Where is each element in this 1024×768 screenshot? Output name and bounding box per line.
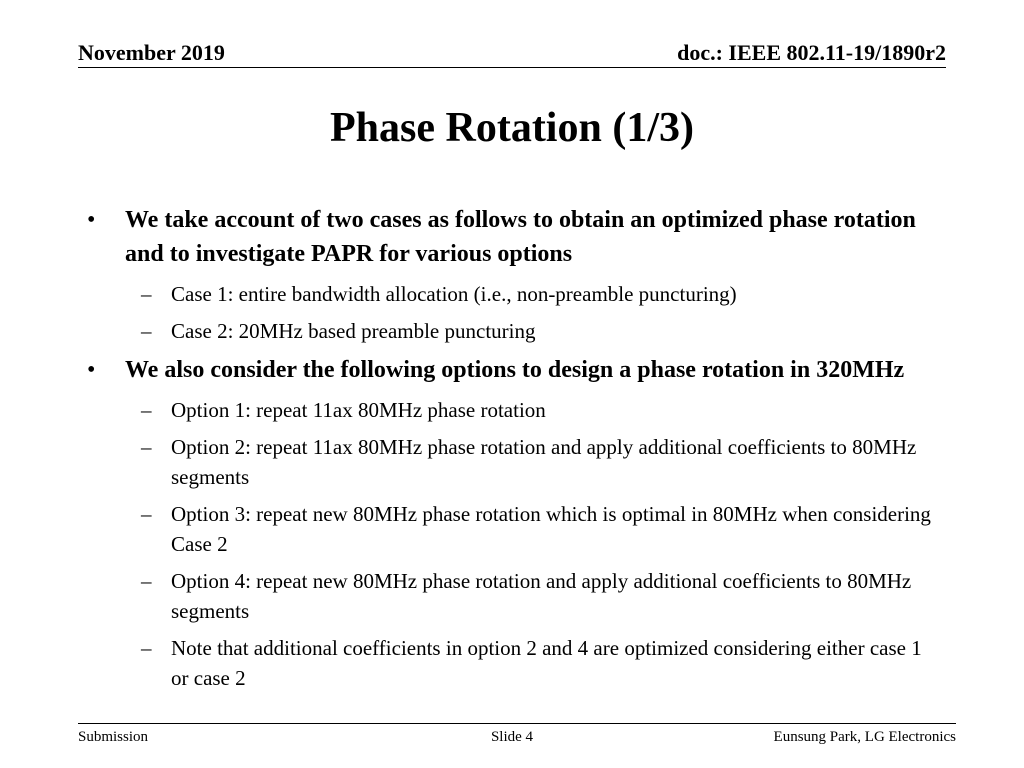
sub-bullet-2-1	[78, 395, 938, 425]
sub-bullet-2-2	[78, 432, 938, 492]
dash-icon: –	[141, 282, 152, 306]
sub-bullet-2-5	[78, 633, 938, 693]
sub-bullet-1-2	[78, 316, 938, 346]
dash-icon: –	[141, 502, 152, 526]
footer-divider	[78, 723, 956, 724]
bullet-dot-icon: •	[87, 207, 96, 233]
sub-bullet-2-4	[78, 566, 938, 626]
sub-bullet-text: Option 3: repeat new 80MHz phase rotation which is optimal in 80MHz when considering Case 2	[171, 502, 931, 556]
sub-bullet-text: Note that additional coefficients in option 2 and 4 are optimized considering either case 1 or case 2	[171, 636, 922, 690]
sub-bullet-text: Option 2: repeat 11ax 80MHz phase rotation and apply additional coefficients to 80MHz segments	[171, 435, 917, 489]
bullet-1-text: We take account of two cases as follows to obtain an optimized phase rotation and to investigate PAPR for various options	[125, 207, 916, 267]
footer-slide-number: Slide 4	[490, 729, 534, 745]
dash-icon: –	[141, 398, 152, 422]
dash-icon: –	[141, 435, 152, 459]
bullet-2-text: We also consider the following options to design a phase rotation in 320MHz	[125, 357, 905, 383]
sub-bullet-text: Case 2: 20MHz based preamble puncturing	[171, 319, 536, 343]
bullet-2	[78, 353, 938, 387]
dash-icon: –	[141, 319, 152, 343]
bullet-1	[78, 203, 938, 271]
footer-author: Eunsung Park, LG Electronics	[773, 729, 956, 745]
sub-bullet-text: Case 1: entire bandwidth allocation (i.e., non-preamble puncturing)	[171, 282, 737, 306]
sub-bullet-1-1	[78, 279, 938, 309]
footer-submission: Submission	[78, 729, 149, 745]
sub-bullet-text: Option 1: repeat 11ax 80MHz phase rotation	[171, 398, 546, 422]
header-date: November 2019	[78, 40, 225, 65]
dash-icon: –	[141, 569, 152, 593]
bullet-dot-icon: •	[87, 357, 96, 383]
sub-bullet-text: Option 4: repeat new 80MHz phase rotation and apply additional coefficients to 80MHz segments	[171, 569, 912, 623]
header-doc-number: doc.: IEEE 802.11-19/1890r2	[677, 40, 946, 65]
sub-bullet-2-3	[78, 499, 938, 559]
header-divider	[78, 67, 946, 68]
slide-title: Phase Rotation (1/3)	[330, 105, 694, 151]
slide-body	[78, 203, 938, 700]
dash-icon: –	[141, 636, 152, 660]
